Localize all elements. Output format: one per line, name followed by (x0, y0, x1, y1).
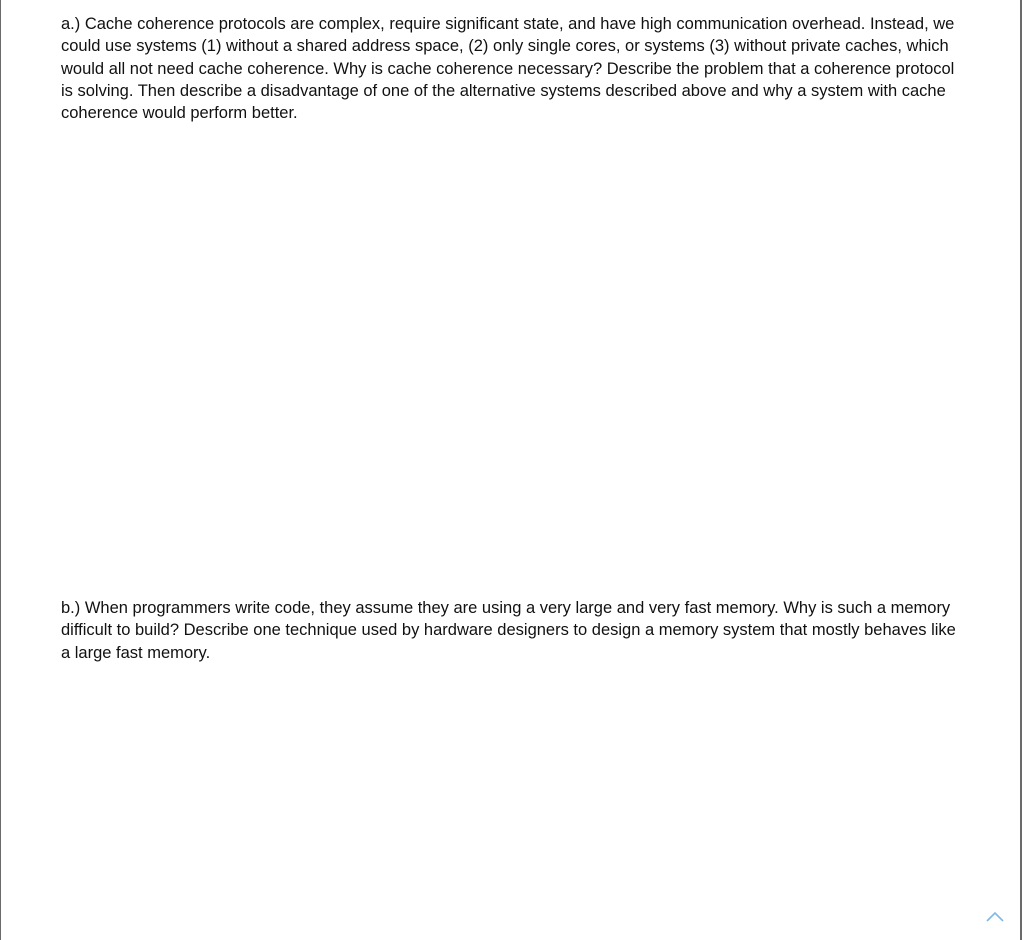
question-a-text: a.) Cache coherence protocols are complex, require significant state, and have high communication overhead. Instead, we could use systems (1) without a shared address space, (2) only single cores, or systems (3) without private caches, which would all not need cache coherence. Why is cache coherence necessary? Describe the problem that a coherence protocol is solving. Then describe a disadvantage of one of the alternative systems described above and why a system with cache coherence would perform better. (61, 15, 955, 123)
chevron-up-icon[interactable] (986, 910, 1004, 922)
question-b-text: b.) When programmers write code, they assume they are using a very large and very fast memory. Why is such a memory difficult to build? Describe one technique used by hardware designers to design a memory system that mostly behaves like a large fast memory. (61, 599, 956, 662)
